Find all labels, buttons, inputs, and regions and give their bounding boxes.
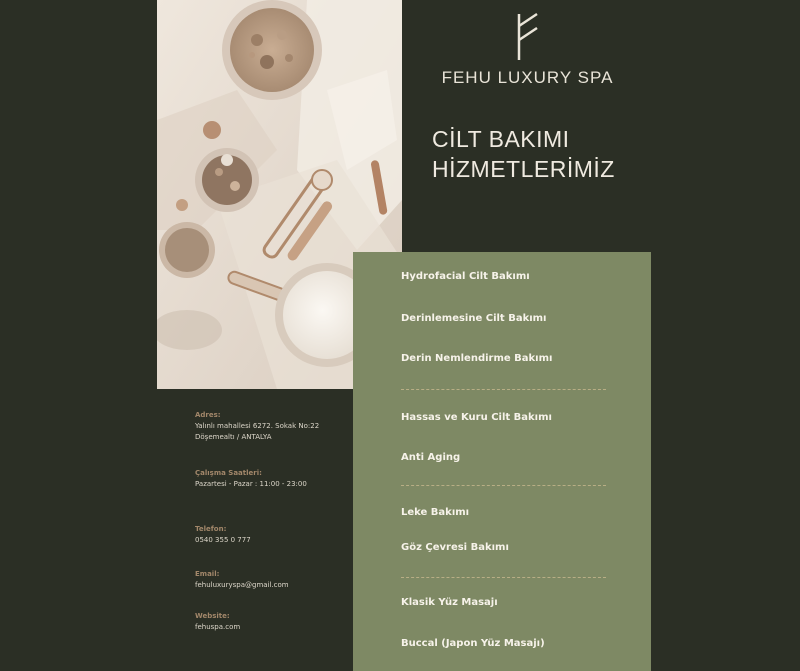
service-item[interactable]: Klasik Yüz Masajı <box>401 597 498 608</box>
address-block <box>195 410 355 443</box>
website-value[interactable]: fehuspa.com <box>195 623 241 631</box>
website-label: Website: <box>195 612 230 620</box>
hours-label: Çalışma Saatleri: <box>195 469 262 477</box>
hours-block <box>195 468 355 490</box>
divider <box>401 577 606 578</box>
service-item[interactable]: Leke Bakımı <box>401 507 470 518</box>
service-item[interactable]: Derinlemesine Cilt Bakımı <box>401 313 547 324</box>
phone-label: Telefon: <box>195 525 227 533</box>
page-title <box>432 124 692 184</box>
email-value[interactable]: fehuluxuryspa@gmail.com <box>195 581 289 589</box>
service-item[interactable]: Hydrofacial Cilt Bakımı <box>401 271 530 282</box>
address-label: Adres: <box>195 411 221 419</box>
email-block <box>195 569 355 591</box>
service-item[interactable]: Derin Nemlendirme Bakımı <box>401 353 553 364</box>
fehu-logo <box>507 12 541 62</box>
service-item[interactable]: Hassas ve Kuru Cilt Bakımı <box>401 412 552 423</box>
email-label: Email: <box>195 570 220 578</box>
page-title-line-1: CİLT BAKIMI <box>432 126 570 152</box>
divider <box>401 389 606 390</box>
divider <box>401 485 606 486</box>
address-value: Yalınlı mahallesi 6272. Sokak No:22 Döşemealtı / ANTALYA <box>195 422 320 441</box>
fehu-rune-icon <box>507 12 541 62</box>
service-item[interactable]: Buccal (Japon Yüz Masajı) <box>401 638 545 649</box>
service-item[interactable]: Anti Aging <box>401 452 461 463</box>
hours-value: Pazartesi - Pazar : 11:00 - 23:00 <box>195 480 307 488</box>
services-panel <box>353 252 651 671</box>
website-block <box>195 611 355 633</box>
page-title-line-2: HİZMETLERİMİZ <box>432 156 615 182</box>
brand-name: FEHU LUXURY SPA <box>441 68 614 87</box>
service-item[interactable]: Göz Çevresi Bakımı <box>401 542 509 553</box>
phone-value: 0540 355 0 777 <box>195 536 251 544</box>
phone-block <box>195 524 355 546</box>
